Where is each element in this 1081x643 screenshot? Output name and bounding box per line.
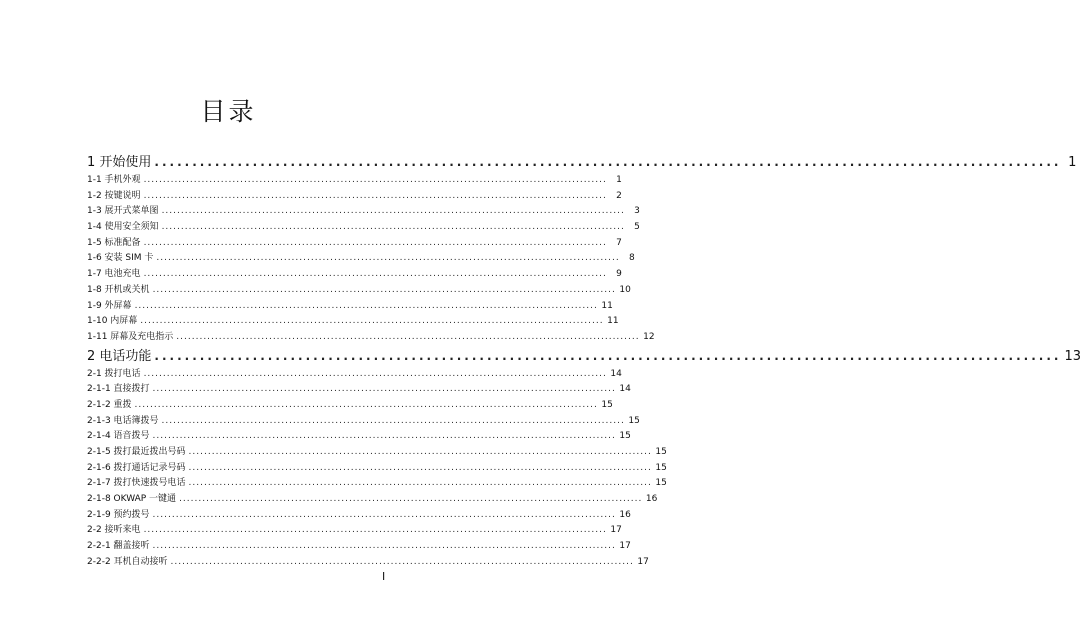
- toc-entry-page: 17: [637, 556, 649, 567]
- dot-leader: ........................................................................................................................: [134, 300, 598, 311]
- toc-entry-label: 2-1-7 拨打快速拨号电话: [87, 478, 186, 489]
- dot-leader: ........................................................................................................................: [143, 190, 607, 201]
- toc-entry-label: 1-5 标准配备: [87, 237, 141, 248]
- dot-leader: ........................................................................................................................: [152, 284, 616, 295]
- toc-entry-row[interactable]: [87, 367, 622, 383]
- toc-chapter-row[interactable]: [87, 152, 1077, 173]
- dot-leader: ........................................................................................................................: [188, 447, 652, 457]
- toc-entry-page: 1: [616, 175, 622, 185]
- toc-entry-row[interactable]: [87, 236, 622, 252]
- toc-entry-row[interactable]: [87, 476, 667, 492]
- toc-entry-row[interactable]: [87, 314, 619, 330]
- toc-entry-page: 9: [616, 269, 622, 280]
- toc-entry-row[interactable]: [87, 508, 631, 524]
- dot-leader: ........................................................................................................................: [134, 399, 598, 410]
- toc-entry-label: 2-1-9 预约拨号: [87, 509, 150, 520]
- dot-leader: ........................................................................................................................: [179, 494, 643, 505]
- toc-chapter-row[interactable]: [87, 346, 1081, 367]
- toc-entry-label: 2-2 接听来电: [87, 525, 141, 536]
- toc-entry-page: 3: [634, 206, 640, 217]
- toc-entry-label: 2-1-1 直接拨打: [87, 384, 150, 395]
- dot-leader: ........................................................................................................................: [152, 541, 616, 552]
- table-of-contents: [87, 152, 1081, 571]
- toc-entry-page: 8: [629, 253, 635, 264]
- dot-leader: ........................................................................................................................: [143, 368, 607, 379]
- toc-entry-row[interactable]: [87, 299, 613, 315]
- toc-entry-page: 15: [628, 415, 640, 426]
- dot-leader: ........................................................................................................................: [161, 222, 625, 233]
- toc-entry-row[interactable]: [87, 173, 622, 189]
- toc-entry-row[interactable]: [87, 461, 667, 477]
- toc-entry-label: 1-8 开机或关机: [87, 284, 150, 295]
- dot-leader: ........................................................................................................................: [154, 348, 1062, 363]
- toc-entry-label: 1-7 电池充电: [87, 269, 141, 280]
- toc-entry-row[interactable]: [87, 445, 667, 461]
- dot-leader: ........................................................................................................................: [143, 269, 607, 280]
- toc-entry-row[interactable]: [87, 414, 640, 430]
- toc-entry-label: 2-1-8 OKWAP 一键通: [87, 494, 177, 505]
- toc-entry-row[interactable]: [87, 492, 658, 508]
- toc-entry-label: 1-4 使用安全须知: [87, 222, 159, 233]
- toc-entry-row[interactable]: [87, 429, 631, 445]
- toc-entry-label: 1-6 安装 SIM 卡: [87, 253, 154, 264]
- toc-entry-row[interactable]: [87, 555, 649, 571]
- toc-entry-row[interactable]: [87, 220, 640, 236]
- dot-leader: ........................................................................................................................: [152, 384, 616, 395]
- toc-entry-label: 2-1-6 拨打通话记录号码: [87, 462, 186, 473]
- toc-entry-row[interactable]: [87, 189, 622, 205]
- toc-entry-label: 2-1 拨打电话: [87, 368, 141, 379]
- dot-leader: ........................................................................................................................: [170, 556, 634, 567]
- toc-entry-label: 2-1-2 重拨: [87, 399, 132, 410]
- dot-leader: ........................................................................................................................: [154, 155, 1062, 169]
- toc-entry-row[interactable]: [87, 539, 631, 555]
- dot-leader: ........................................................................................................................: [176, 331, 640, 342]
- dot-leader: ........................................................................................................................: [152, 509, 616, 520]
- toc-entry-label: 2-1-4 语音拨号: [87, 431, 150, 442]
- toc-entry-label: 1-11 屏幕及充电指示: [87, 331, 174, 342]
- page-number: I: [382, 570, 386, 583]
- toc-entry-page: 15: [655, 478, 667, 489]
- toc-entry-page: 17: [619, 541, 631, 552]
- toc-entry-page: 11: [607, 316, 619, 327]
- toc-entry-page: 5: [634, 222, 640, 233]
- toc-entry-page: 7: [616, 237, 622, 248]
- dot-leader: ........................................................................................................................: [156, 253, 620, 264]
- toc-entry-label: 1-1 手机外观: [87, 175, 141, 185]
- toc-entry-label: 2 电话功能: [87, 348, 152, 364]
- dot-leader: ........................................................................................................................: [140, 316, 604, 327]
- toc-entry-page: 2: [616, 190, 622, 201]
- dot-leader: ........................................................................................................................: [161, 206, 625, 217]
- toc-entry-page: 15: [601, 399, 613, 410]
- toc-entry-row[interactable]: [87, 283, 631, 299]
- toc-entry-row[interactable]: [87, 267, 622, 283]
- page-title: 目录: [200, 97, 257, 126]
- toc-entry-page: 16: [645, 494, 658, 505]
- toc-entry-page: 13: [1064, 348, 1081, 364]
- dot-leader: ........................................................................................................................: [188, 478, 652, 489]
- dot-leader: ........................................................................................................................: [143, 237, 607, 248]
- toc-entry-row[interactable]: [87, 251, 635, 267]
- toc-entry-label: 1-10 内屏幕: [87, 316, 138, 327]
- toc-entry-label: 1 开始使用: [87, 155, 152, 170]
- toc-entry-page: 15: [655, 447, 667, 457]
- toc-entry-label: 2-2-1 翻盖接听: [87, 541, 150, 552]
- toc-entry-page: 12: [643, 331, 655, 342]
- dot-leader: ........................................................................................................................: [161, 415, 625, 426]
- dot-leader: ........................................................................................................................: [143, 175, 607, 185]
- dot-leader: ........................................................................................................................: [143, 525, 607, 536]
- toc-entry-row[interactable]: [87, 523, 622, 539]
- toc-entry-page: 14: [610, 368, 622, 379]
- toc-entry-label: 1-9 外屏幕: [87, 300, 132, 311]
- toc-entry-label: 1-3 展开式菜单图: [87, 206, 159, 217]
- toc-entry-page: 17: [610, 525, 622, 536]
- toc-entry-row[interactable]: [87, 398, 613, 414]
- toc-entry-page: 15: [619, 431, 631, 442]
- dot-leader: ........................................................................................................................: [152, 431, 616, 442]
- toc-entry-page: 16: [619, 509, 631, 520]
- toc-entry-row[interactable]: [87, 204, 640, 220]
- toc-entry-label: 2-1-3 电话簿拨号: [87, 415, 159, 426]
- toc-entry-label: 1-2 按键说明: [87, 190, 141, 201]
- toc-entry-label: 2-1-5 拨打最近拨出号码: [87, 447, 186, 457]
- toc-entry-row[interactable]: [87, 382, 631, 398]
- toc-entry-row[interactable]: [87, 330, 655, 346]
- toc-entry-page: 11: [601, 300, 613, 311]
- dot-leader: ........................................................................................................................: [188, 462, 652, 473]
- toc-entry-label: 2-2-2 耳机自动接听: [87, 556, 168, 567]
- toc-entry-page: 14: [619, 384, 631, 395]
- toc-entry-page: 15: [655, 462, 667, 473]
- toc-entry-page: 10: [619, 284, 631, 295]
- toc-entry-page: 1: [1068, 155, 1077, 170]
